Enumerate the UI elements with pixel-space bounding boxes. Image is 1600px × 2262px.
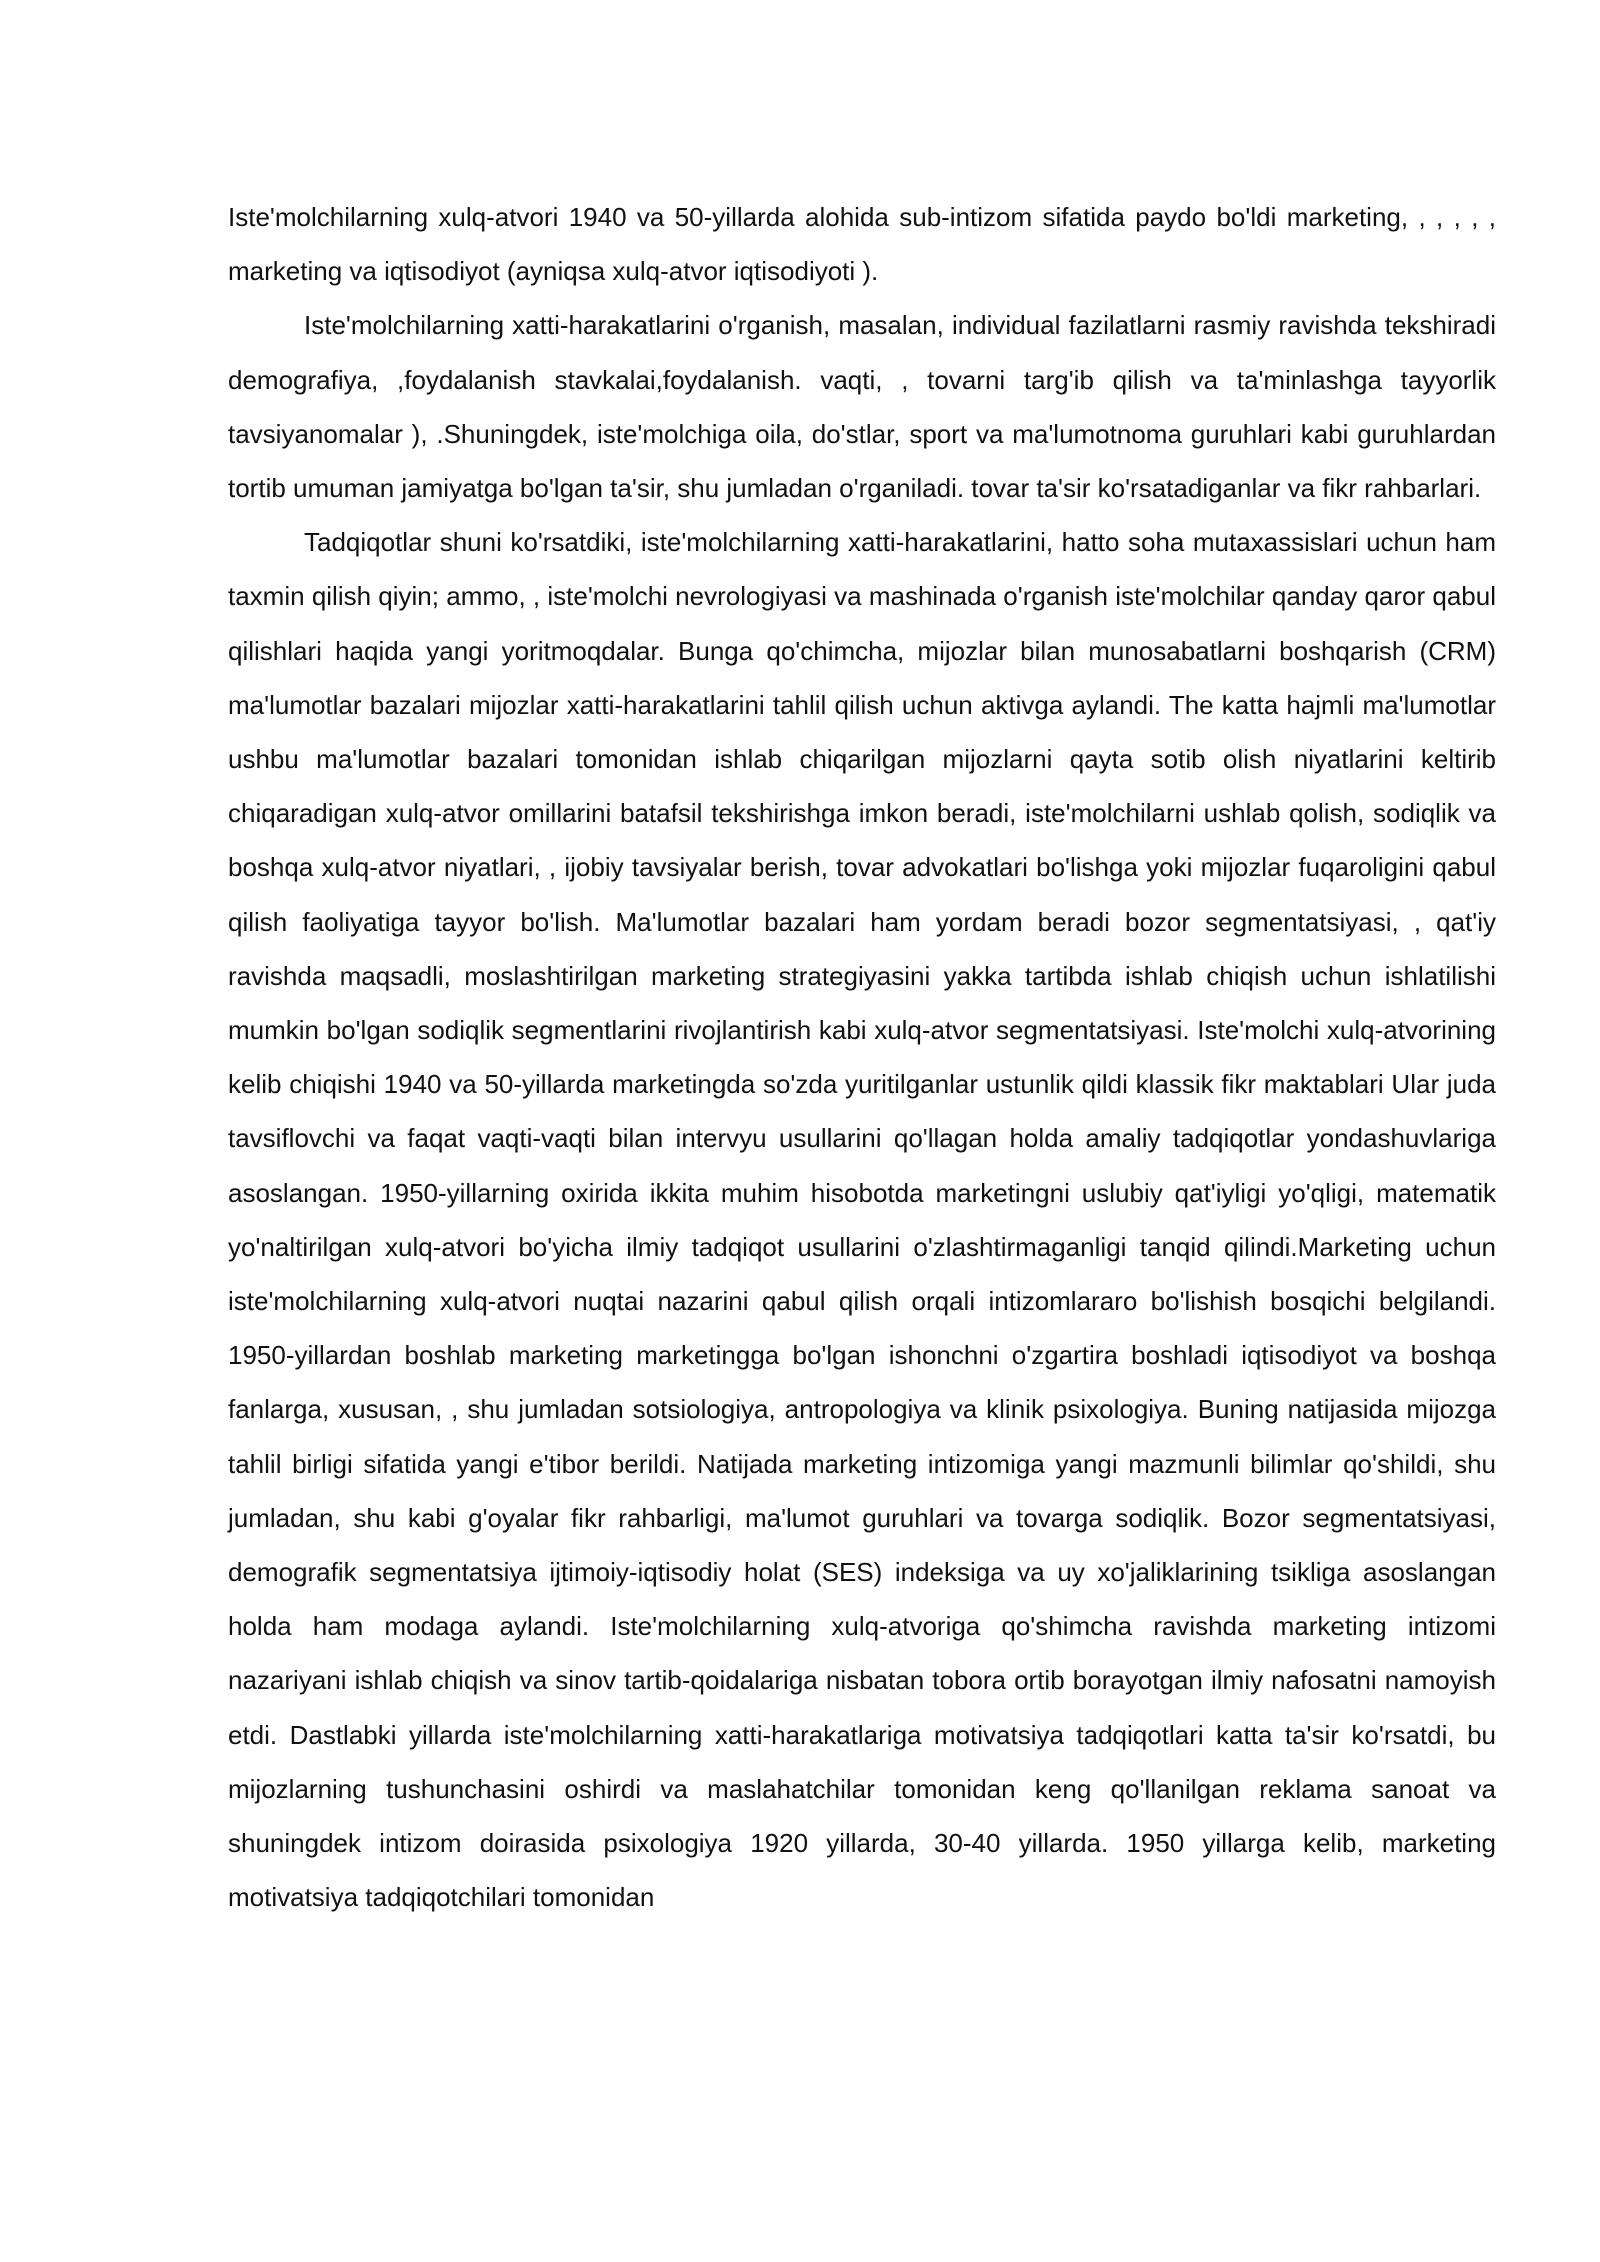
paragraph-3: Tadqiqotlar shuni ko'rsatdiki, iste'molchilarning xatti-harakatlarini, hatto soha mutaxassislari uchun ham taxmin qilish qiyin; ammo, , iste'molchi nevrologiyasi va mashinada o'rganish iste'molchilar qanday qaror qabul qilishlari haqida yangi yoritmoqdalar. Bunga qo'chimcha, mijozlar bilan munosabatlarni boshqarish (CRM) ma'lumotlar bazalari mijozlar xatti-harakatlarini tahlil qilish uchun aktivga aylandi. The katta hajmli ma'lumotlar ushbu ma'lumotlar bazalari tomonidan ishlab chiqarilgan mijozlarni qayta sotib olish niyatlarini keltirib chiqaradigan xulq-atvor omillarini batafsil tekshirishga imkon beradi, iste'molchilarni ushlab qolish, sodiqlik va boshqa xulq-atvor niyatlari, , ijobiy tavsiyalar berish, tovar advokatlari bo'lishga yoki mijozlar fuqaroligini qabul qilish faoliyatiga tayyor bo'lish. Ma'lumotlar bazalari ham yordam beradi bozor segmentatsiyasi, , qat'iy ravishda maqsadli, moslashtirilgan marketing strategiyasini yakka tartibda ishlab chiqish uchun ishlatilishi mumkin bo'lgan sodiqlik segmentlarini rivojlantirish kabi xulq-atvor segmentatsiyasi. Iste'molchi xulq-atvorining kelib chiqishi 1940 va 50-yillarda marketingda so'zda yuritilganlar ustunlik qildi klassik fikr maktablari Ular juda tavsiflovchi va faqat vaqti-vaqti bilan intervyu usullarini qo'llagan holda amaliy tadqiqotlar yondashuvlariga asoslangan. 1950-yillarning oxirida ikkita muhim hisobotda marketingni uslubiy qat'iyligi yo'qligi, matematik yo'naltirilgan xulq-atvori bo'yicha ilmiy tadqiqot usullarini o'zlashtirmaganligi tanqid qilindi.Marketing uchun iste'molchilarning xulq-atvori nuqtai nazarini qabul qilish orqali intizomlararo bo'lishish bosqichi belgilandi. 1950-yillardan boshlab marketing marketingga bo'lgan ishonchni o'zgartira boshladi iqtisodiyot va boshqa fanlarga, xususan, , shu jumladan sotsiologiya, antropologiya va klinik psixologiya. Buning natijasida mijozga tahlil birligi sifatida yangi e'tibor berildi. Natijada marketing intizomiga yangi mazmunli bilimlar qo'shildi, shu jumladan, shu kabi g'oyalar fikr rahbarligi, ma'lumot guruhlari va tovarga sodiqlik. Bozor segmentatsiyasi, demografik segmentatsiya ijtimoiy-iqtisodiy holat (SES) indeksiga va uy xo'jaliklarining tsikliga asoslangan holda ham modaga aylandi. Iste'molchilarning xulq-atvoriga qo'shimcha ravishda marketing intizomi nazariyani ishlab chiqish va sinov tartib-qoidalariga nisbatan tobora ortib borayotgan ilmiy nafosatni namoyish etdi. Dastlabki yillarda iste'molchilarning xatti-harakatlariga motivatsiya tadqiqotlari katta ta'sir ko'rsatdi, bu mijozlarning tushunchasini oshirdi va maslahatchilar tomonidan keng qo'llanilgan reklama sanoat va shuningdek intizom doirasida psixologiya 1920 yillarda, 30-40 yillarda. 1950 yillarga kelib, marketing motivatsiya tadqiqotchilari tomonidan: [228, 527, 1496, 1913]
paragraph-1: Iste'molchilarning xulq-atvori 1940 va 50-yillarda alohida sub-intizom sifatida paydo bo'ldi marketing, , , , , , marketing va iqtisodiyot (ayniqsa xulq-atvor iqtisodiyoti ).: [228, 202, 1496, 287]
body-text: [228, 190, 1496, 1925]
paragraph-2: Iste'molchilarning xatti-harakatlarini o'rganish, masalan, individual fazilatlarni rasmiy ravishda tekshiradi demografiya, ,foydalanish stavkalai,foydalanish. vaqti, , tovarni targ'ib qilish va ta'minlashga tayyorlik tavsiyanomalar ), .Shuningdek, iste'molchiga oila, do'stlar, sport va ma'lumotnoma guruhlari kabi guruhlardan tortib umuman jamiyatga bo'lgan ta'sir, shu jumladan o'rganiladi. tovar ta'sir ko'rsatadiganlar va fikr rahbarlari.: [228, 310, 1496, 504]
